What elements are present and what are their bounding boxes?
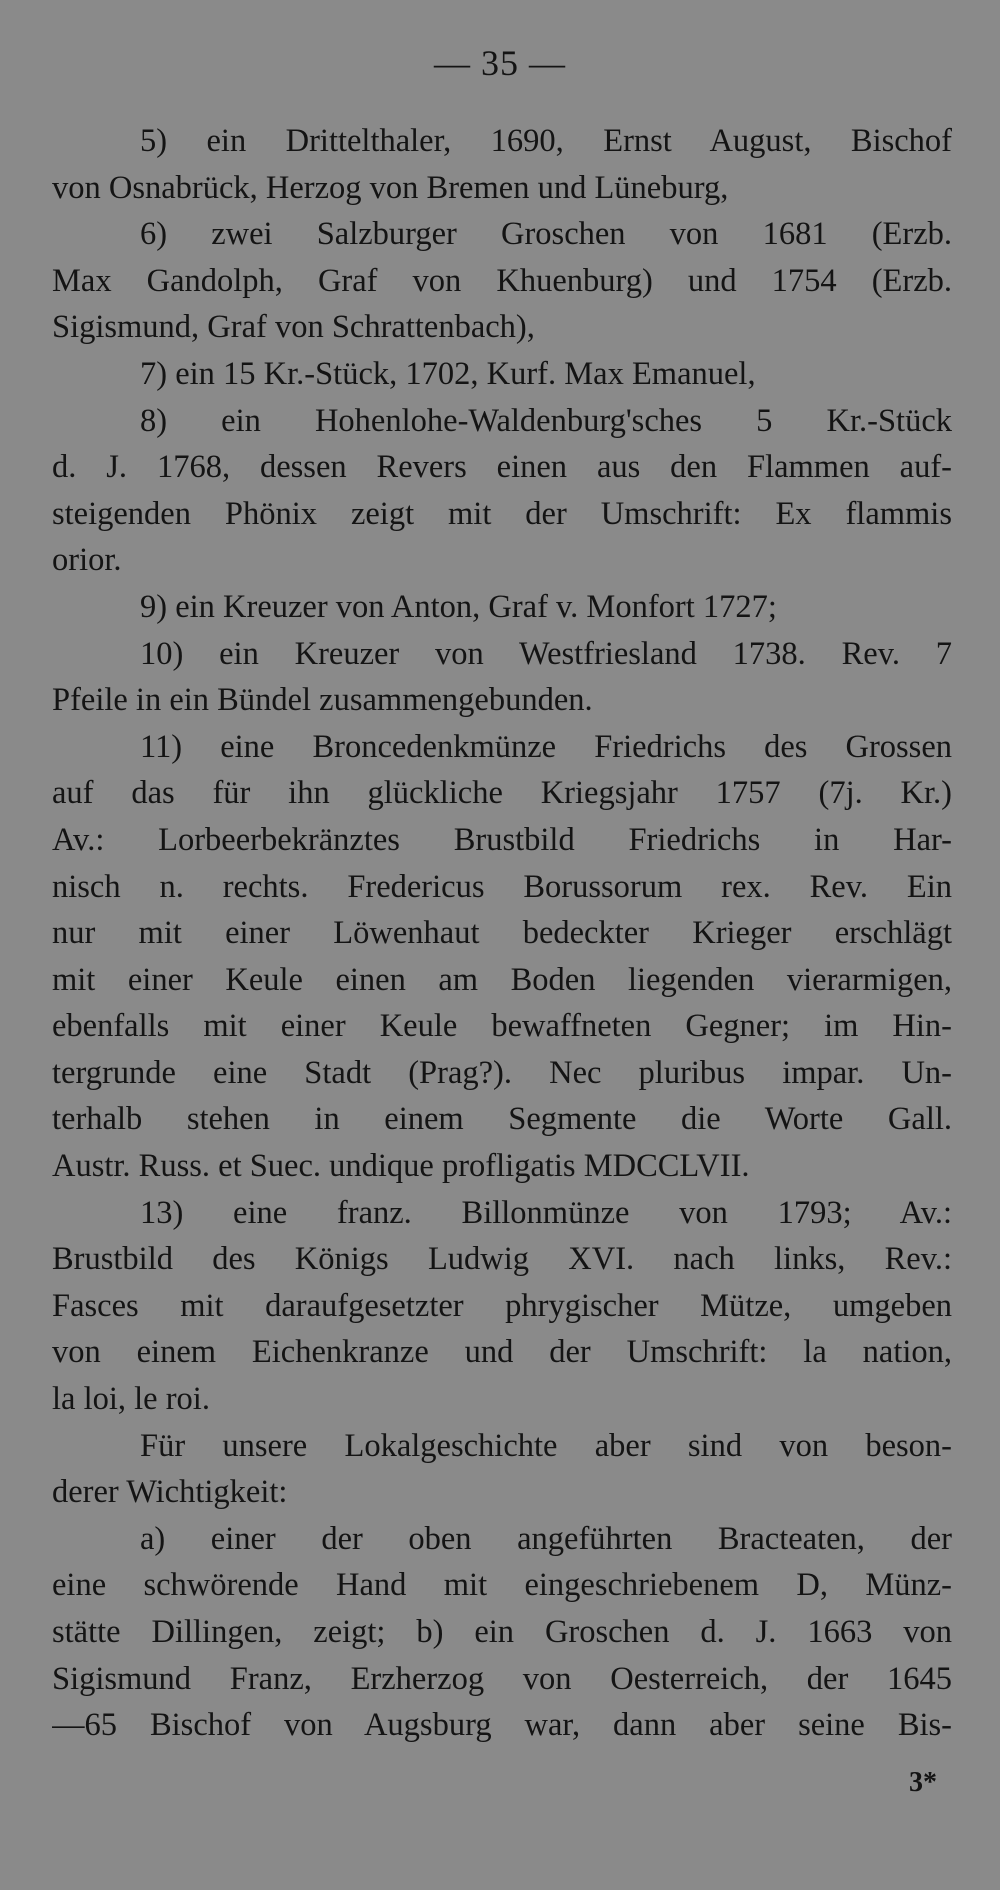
text-line: auf das für ihn glückliche Kriegsjahr 1757 (7j. Kr.) [52,775,952,812]
text-line: terhalb stehen in einem Segmente die Worte Gall. [52,1101,952,1138]
text-line: 10) ein Kreuzer von Westfriesland 1738. Rev. 7 [140,635,952,672]
text-line: d. J. 1768, dessen Revers einen aus den Flammen auf- [52,449,952,486]
text-line: 6) zwei Salzburger Groschen von 1681 (Erzb. [140,216,952,253]
text-line: orior. [52,542,122,579]
text-line: 7) ein 15 Kr.-Stück, 1702, Kurf. Max Emanuel, [140,355,756,392]
text-line: derer Wichtigkeit: [52,1474,288,1511]
text-line: Sigismund, Graf von Schrattenbach), [52,309,535,346]
text-line: von einem Eichenkranze und der Umschrift: la nation, [52,1334,952,1371]
text-line: ebenfalls mit einer Keule bewaffneten Gegner; im Hin- [52,1008,952,1045]
page-number-header: — 35 — [434,43,566,83]
text-line: Für unsere Lokalgeschichte aber sind von beson- [140,1427,952,1464]
text-line: von Osnabrück, Herzog von Bremen und Lüneburg, [52,169,729,206]
body-text [52,118,952,1749]
text-line: 5) ein Drittelthaler, 1690, Ernst August, Bischof [140,123,952,159]
text-line: Max Gandolph, Graf von Khuenburg) und 1754 (Erzb. [52,262,952,299]
text-line: Fasces mit daraufgesetzter phrygischer Mütze, umgeben [52,1287,952,1324]
text-line: stätte Dillingen, zeigt; b) ein Groschen d. J. 1663 von [52,1614,952,1650]
text-line: tergrunde eine Stadt (Prag?). Nec pluribus impar. Un- [52,1054,952,1091]
text-line: 9) ein Kreuzer von Anton, Graf v. Monfort 1727; [140,588,777,625]
text-line: nisch n. rechts. Fredericus Borussorum rex. Rev. Ein [52,868,952,905]
text-line: nur mit einer Löwenhaut bedeckter Krieger erschlägt [52,915,952,952]
text-line: Av.: Lorbeerbekränztes Brustbild Friedrichs in Har- [52,821,952,858]
text-line: mit einer Keule einen am Boden liegenden vierarmigen, [52,961,952,998]
text-line: a) einer der oben angeführten Bracteaten, der [140,1520,952,1557]
text-line: Pfeile in ein Bündel zusammengebunden. [52,682,593,719]
text-line: Austr. Russ. et Suec. undique profligatis MDCCLVII. [52,1148,750,1185]
text-line: Sigismund Franz, Erzherzog von Oesterreich, der 1645 [52,1660,952,1697]
text-line: 8) ein Hohenlohe-Waldenburg'sches 5 Kr.-Stück [140,402,952,439]
text-line: steigenden Phönix zeigt mit der Umschrift: Ex flammis [52,495,952,532]
text-line: —65 Bischof von Augsburg war, dann aber seine Bis- [52,1707,952,1744]
text-line: 11) eine Broncedenkmünze Friedrichs des Grossen [140,728,952,765]
text-line: 13) eine franz. Billonmünze von 1793; Av.: [140,1194,952,1231]
text-line: Brustbild des Königs Ludwig XVI. nach links, Rev.: [52,1241,952,1278]
signature-mark: 3* [909,1767,937,1798]
text-line: la loi, le roi. [52,1381,210,1418]
text-line: eine schwörende Hand mit eingeschriebenem D, Münz- [52,1567,952,1604]
